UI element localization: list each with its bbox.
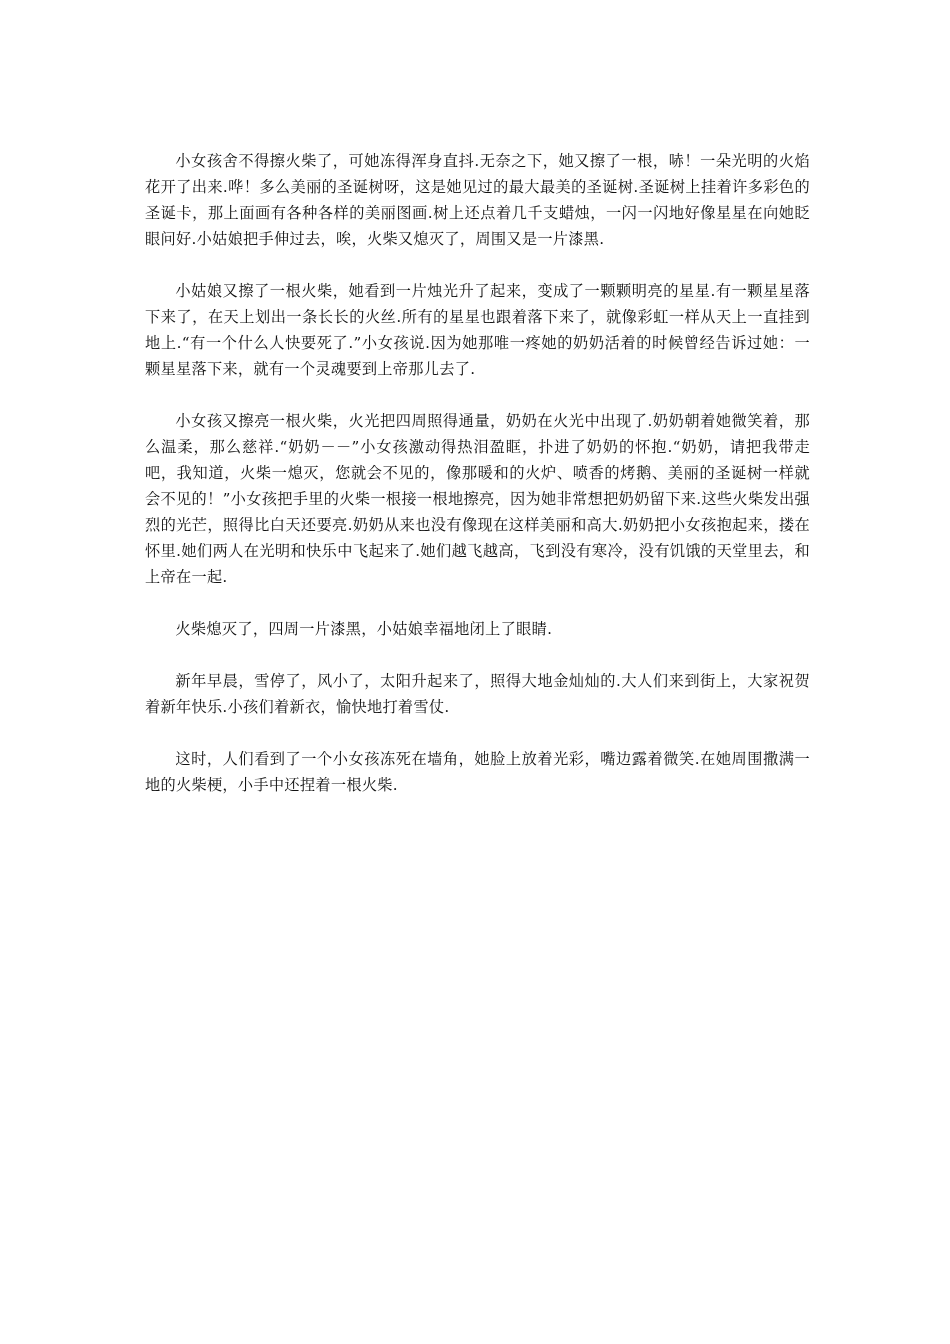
paragraph-2: 小姑娘又擦了一根火柴，她看到一片烛光升了起来，变成了一颗颗明亮的星星.有一颗星星落下来了，在天上划出一条长长的火丝.所有的星星也跟着落下来了，就像彩虹一样从天上一直挂到地上.“有一个什么人快要死了.”小女孩说.因为她那唯一疼她的奶奶活着的时候曾经告诉过她：一颗星星落下来，就有一个灵魂要到上帝那儿去了. [145,282,810,378]
paragraph-1: 小女孩舍不得擦火柴了，可她冻得浑身直抖.无奈之下，她又擦了一根，哧！一朵光明的火焰花开了出来.哗！多么美丽的圣诞树呀，这是她见过的最大最美的圣诞树.圣诞树上挂着许多彩色的圣诞卡，那上面画有各种各样的美丽图画.树上还点着几千支蜡烛，一闪一闪地好像星星在向她眨眼问好.小姑娘把手伸过去，唉，火柴又熄灭了，周围又是一片漆黑. [145,152,810,248]
paragraph-3: 小女孩又擦亮一根火柴，火光把四周照得通量，奶奶在火光中出现了.奶奶朝着她微笑着，那么温柔，那么慈祥.“奶奶－－”小女孩激动得热泪盈眶，扑进了奶奶的怀抱.“奶奶，请把我带走吧，我知道，火柴一熄灭，您就会不见的，像那暖和的火炉、喷香的烤鹅、美丽的圣诞树一样就会不见的！”小女孩把手里的火柴一根接一根地擦亮，因为她非常想把奶奶留下来.这些火柴发出强烈的光芒，照得比白天还要亮.奶奶从来也没有像现在这样美丽和高大.奶奶把小女孩抱起来，搂在怀里.她们两人在光明和快乐中飞起来了.她们越飞越高，飞到没有寒冷，没有饥饿的天堂里去，和上帝在一起. [145,412,810,586]
paragraph-5: 新年早晨，雪停了，风小了，太阳升起来了，照得大地金灿灿的.大人们来到街上，大家祝贺着新年快乐.小孩们着新衣，愉快地打着雪仗. [145,672,810,716]
document-body [145,148,810,824]
paragraph-4: 火柴熄灭了，四周一片漆黑，小姑娘幸福地闭上了眼睛. [175,620,553,638]
paragraph-6: 这时，人们看到了一个小女孩冻死在墙角，她脸上放着光彩，嘴边露着微笑.在她周围撒满一地的火柴梗，小手中还捏着一根火柴. [145,750,810,794]
